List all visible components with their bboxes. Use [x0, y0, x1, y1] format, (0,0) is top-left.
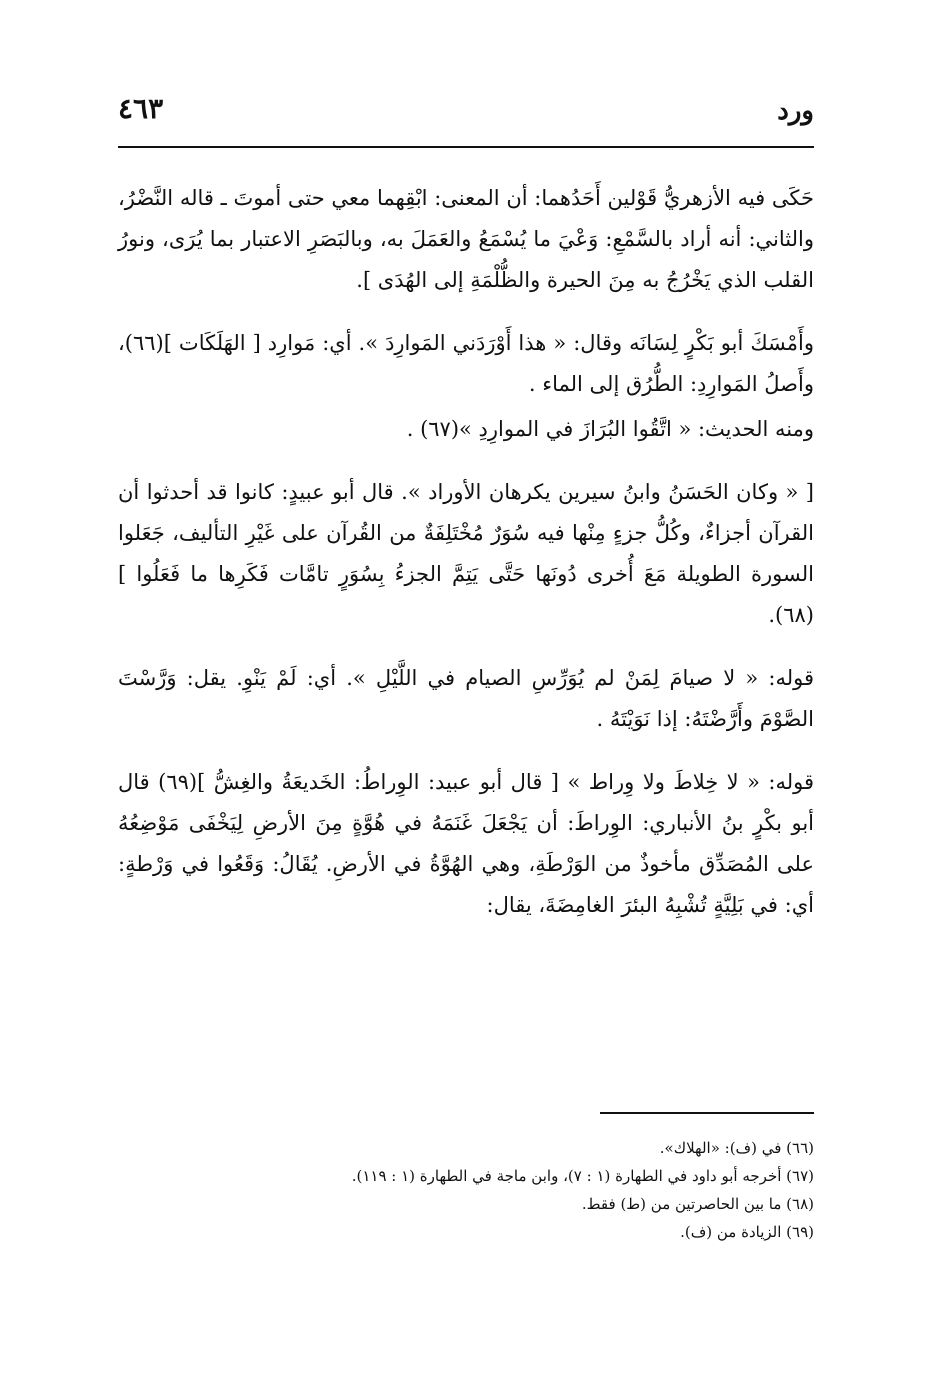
page-header: [118, 92, 814, 142]
paragraph-4: [ « وكان الحَسَنُ وابنُ سيرين يكرهان الأوراد ». قال أبو عبيدٍ: كانوا قد أحدثوا أن القرآن أجزاءٌ، وكُلُّ جزءٍ مِنْها فيه سُوَرٌ مُخْتَلِفَةٌ من القُرآن على غَيْرِ التأليف، جَعَلوا السورة الطويلة مَعَ أُخرى دُونَها حَتَّى يَتِمَّ الجزءُ بِسُوَرٍ تامَّات فَكَرِها ما فَعَلُوا ](٦٨).: [118, 480, 814, 627]
header-rule: [118, 146, 814, 148]
main-text: [118, 178, 814, 926]
paragraph-2: وأَمْسَكَ أبو بَكْرٍ لِسَانَه وقال: « هذا أَوْرَدَني المَوارِدَ ». أي: مَوارِد [ الهَلَكَات ](٦٦)، وأَصلُ المَوارِدِ: الطُّرُق إلى الماء .: [118, 331, 814, 396]
footnotes: [118, 1134, 814, 1246]
footnote-rule: [600, 1112, 814, 1114]
footnote-68: (٦٨) ما بين الحاصرتين من (ط) فقط.: [581, 1195, 814, 1213]
paragraph-3: ومنه الحديث: « اتَّقُوا البُرَازَ في الموارِدِ »(٦٧) .: [406, 417, 814, 441]
running-head: ورد: [777, 96, 814, 126]
footnote-69: (٦٩) الزيادة من (ف).: [680, 1223, 814, 1241]
paragraph-6: قوله: « لا خِلاطَ ولا وِراط » [ قال أبو عبيد: الوِراطُ: الخَديعَةُ والغِشُّ ](٦٩) قال أبو بكْرٍ بنُ الأنباري: الوِراطَ: أن يَجْعَلَ غَنَمَهُ في هُوَّةٍ مِنَ الأرضِ لِيَخْفَى مَوْضِعُهُ على المُصَدِّق مأخوذٌ من الوَرْطَةِ، وهي الهُوَّةُ في الأرضِ. يُقَالُ: وَقَعُوا في وَرْطةٍ: أي: في بَلِيَّةٍ تُشْبِهُ البئرَ الغامِضَةَ، يقال:: [118, 770, 814, 917]
footnote-67: (٦٧) أخرجه أبو داود في الطهارة (١ : ٧)، وابن ماجة في الطهارة (١ : ١١٩).: [351, 1167, 814, 1185]
footnote-66: (٦٦) في (ف): «الهلاك».: [659, 1139, 814, 1157]
paragraph-5: قوله: « لا صيامَ لِمَنْ لم يُوَرِّسِ الصيام في اللَّيْلِ ». أي: لَمْ يَنْوِ. يقل: وَرَّسْتَ الصَّوْمَ وأَرَّضْتَهُ: إذا نَوَيْتَهُ .: [118, 666, 814, 731]
paragraph-1: حَكَى فيه الأزهريُّ قَوْلين أَحَدُهما: أن المعنى: ابْقِهما معي حتى أموتَ ـ قاله النَّضْرُ، والثاني: أنه أراد بالسَّمْعِ: وَعْيَ ما يُسْمَعُ والعَمَلَ به، وبالبَصَرِ الاعتبار بما يُرَى، ونورُ القلب الذي يَخْرُجُ به مِنَ الحيرة والظُّلْمَةِ إلى الهُدَى ].: [118, 186, 814, 292]
page-number: ٤٦٣: [118, 92, 164, 125]
